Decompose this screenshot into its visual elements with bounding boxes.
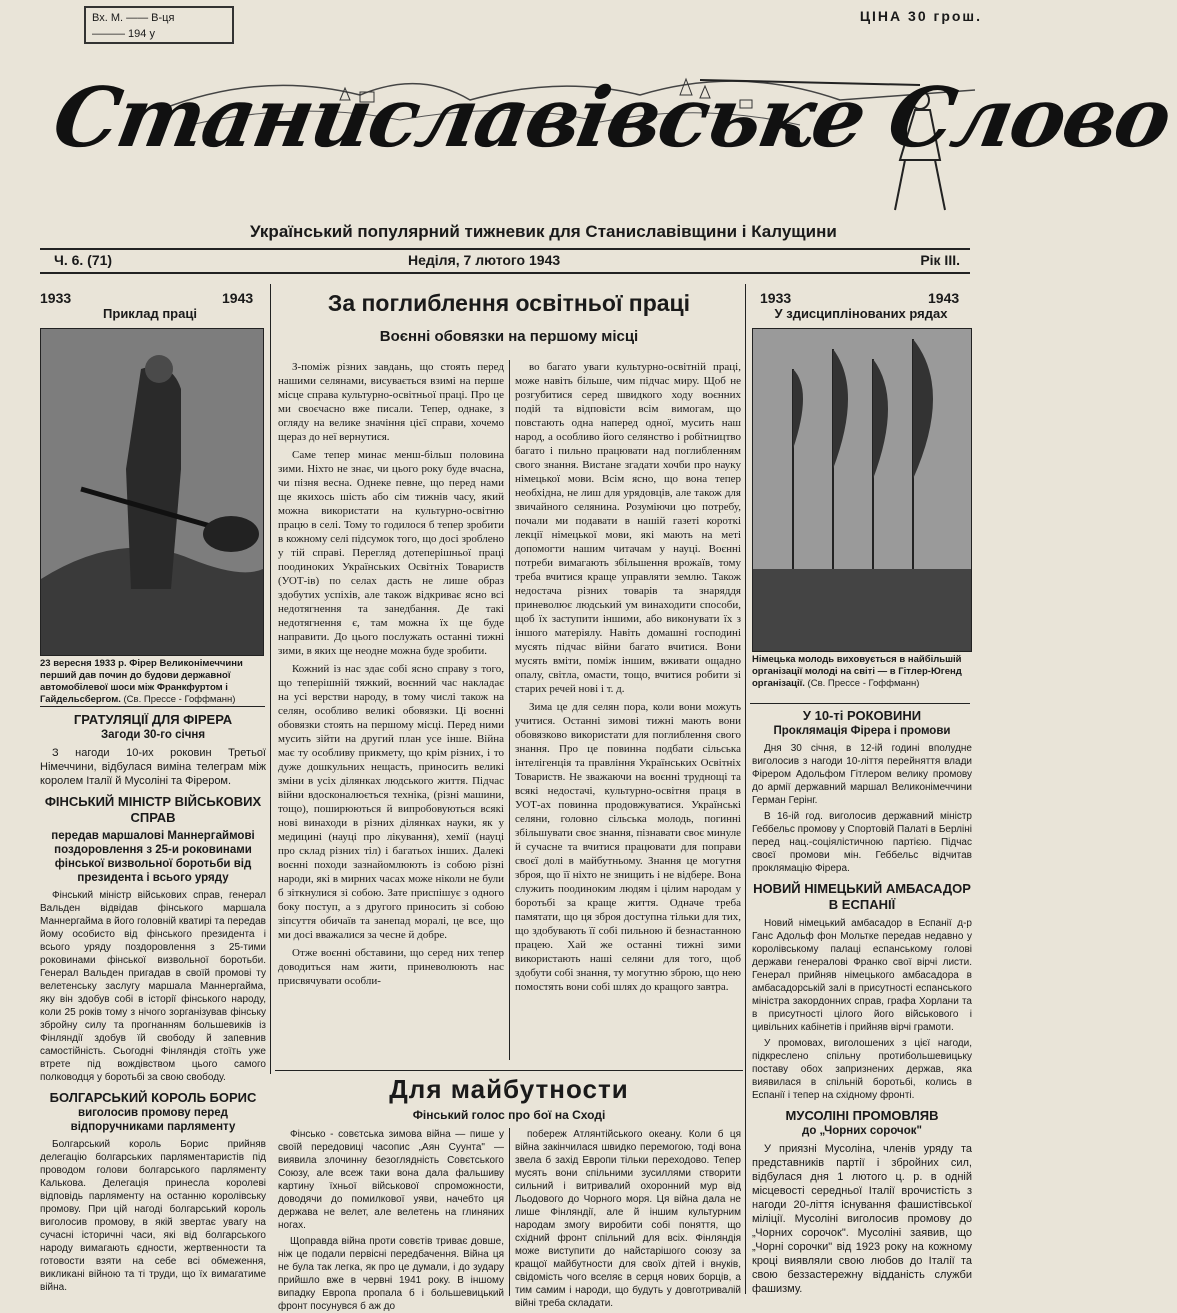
paragraph: У промовах, виголошених з цієї нагоди, підкреслено спільну протибольшевицьку поставу обох запризнених держав, яка виявилася в спільній боротьбі, колись в Еспанії і тепер на східному фронті. xyxy=(752,1038,972,1101)
price: ЦІНА 30 грош. xyxy=(859,8,982,24)
youth-flags-photo xyxy=(752,328,972,652)
left-photo-caption xyxy=(40,658,262,706)
left-photo-kicker: Приклад праці xyxy=(103,306,197,321)
issue-year: Рік III. xyxy=(920,252,960,268)
paragraph: У приязні Мусоліна, членів уряду та представників партії і збройних сил, відбулася дня 1 лютого ц. р. в одній місцевості середньої Італії врочистість з нагоди 20-ліття існування фашистівської міліції. Мусоліні виголосив промову до „Чорних сорочок". Мусоліні заявив, що „Чорні сорочки" від 1923 року на кожному кроці виявляли свою любов до Італії та свою беззастережну відданість служби фашизму. xyxy=(752,1143,972,1295)
paragraph: Саме тепер минає менш-більш половина зими. Ніхто не знає, чи цього року буде вчасна, чи пізня весна. Однеке певне, що перед нами ще якихось шість або сім тижнів часу, який можна використати на культурно-освітню працю в селі. Тому то годилося б тепер зробити в кожному селі підсумок того, що досі зроблено у тій справі. Перегляд дотеперішньої праці поодиноких Українських Освітніх Товариств (УОТ-ів) по селах дасть не лише образ здобутих успіхів, але також відкриває ясно всі недотягнення та занедбання. Де такі недотягнення є, там можна їх ще буде направити. До цього послужать останні тижні зими, в яких ще неодне можна буде зробити. xyxy=(278,449,504,657)
news-body xyxy=(40,1138,266,1294)
right-photo-caption-text: Німецька молодь виховується в найбільшій організації молоді на світі — в Гітлер-Югенд організації. xyxy=(752,654,962,689)
section-divider xyxy=(750,703,970,704)
news-subtitle: до „Чорних сорочок" xyxy=(802,1125,922,1137)
right-photo-year-end: 1943 xyxy=(928,290,960,306)
stamp-line-1: Вх. М. —— В-ця xyxy=(92,12,175,24)
paragraph: Отже воєнні обставини, що серед них тепер доводиться нам жити, приневолюють нас присвячувати особли- xyxy=(278,947,504,987)
news-item-mussolini xyxy=(752,1108,972,1296)
paragraph: во багато уваги культурно-освітній праці, може навіть більше, чим підчас миру. Щоб не розгубитися серед швидкого ходу воєнних подій та відповісти всім вимогам, що повстають одна наперед одної, мусить наш народ, а особливо його селянство і робітництво багато і пильно працювати над поглибленням свого знання. Вистане згадати хочби про науку німецької мови. Всім ясно, що вона тепер необхідна, не лиш для урядовців, але також для звичайного селянина. Розуміючи цю потребу, почали ми подавати в нашій газеті короткі лекції німецької мови, які мають на меті допомогти нашим читачам у науці. Воєнні потреби вимагають збільшення врожаїв, тому треба вчитися краще управляти землю. Також недостача різних товарів та знаряддя приневолює людський ум винаходити способи, щоб їх заступити іншими, або виконувати їх з іншого матеріялу. Навіть домашні господині мусять підчас війни багато вчитися. Вони мусять вміти, поміж іншим, вживати ощадно опалу, світла, омасти, тощо, вчитися робити зі старих речей нові і т. д. xyxy=(515,361,741,695)
main-headline: За поглиблення освітньої праці xyxy=(327,290,691,316)
news-item-ambassador-spain xyxy=(752,881,972,1102)
news-title: БОЛГАРСЬКИЙ КОРОЛЬ БОРИС xyxy=(49,1090,257,1105)
paragraph: Болгарський король Борис прийняв делегацію болгарських парляментаристів під проводом голови болгарського парляменту Калькова. Делегація принесла королеві відповідь парляменту на останню королівську промову. При цій нагоді болгарський король виголосив промову, в якій звертає увагу на сучасні історичні часи, які від болгарського народу вимагають єдности, жертвенности та готовости взяти на себе всі обмеження, викликані війною та ті труди, що їх вимагатиме війна. xyxy=(40,1139,266,1293)
paragraph: Зима це для селян пора, коли вони можуть учитися. Останні зимові тижні мають вони обовязково використати для поглиблення свого знання. Про це повинна подбати сільська інтелігенція та правління Українських Освітніх Товариств. Не зважаючи на воєнні труднощі та всякі недостачі, культурно-освітня праця в УОТ-ах повинна продовжуватися. Українські селяни, головно сільська молодь, погинні збільшувати своє знання, пізнавати своє минуле й сучасне та вчитися працювати для поправи своєї долі в майбутньому. Знання це могутня зброя, що її ніхто не знищить і не відбере. Вона служить поодиноким людям і цілим народам у боротьбі за краще життя. Одначе треба памятати, що ця зброя доступна тільки для тих, що здобувають її собі пильною й безнастанною працею. Хай же останні тижні зими використають наші селяни для того, щоб здобути собі знання, ту могутню зброю, що нею помостять вони собі шлях до кращого завтра. xyxy=(515,701,742,993)
news-body xyxy=(40,889,266,1084)
right-photo-caption xyxy=(752,654,970,690)
paragraph: Фінський міністр військових справ, генерал Вальден відвідав фінського маршала Маннергайма в його головній кватирі та передав йому особисто від фінського президента і всього уряду поздоровлення з 25-тими роковинами фінської визвольної боротьби. Генерал Вальден пригадав в своїй промові ту велетенську заслугу маршала Маннергайма, яку він здобув собі в історії фінського народу, коли 25 років тому з нічого зорганізував фінську збройну силу та прогнанням большевиків із Фінляндії здобув їй свободу й запевнив самостійність. Сьогодні Фінляндія стоїть уже втрете під вождівством цього самого полководця у боротьбі за свою свободу. xyxy=(40,890,266,1083)
paragraph: Кожний із нас здає собі ясно справу з того, що теперішній тяжкий, воєнний час накладає на усі верстви народу, в тому числі також на селян, особливо великі обовязки. Ці воєнні обовязки стоять на першому місці. Перед ними мусить зійти на другий план усе інше. Війна має ту особливу прикмету, що крім різних, і то дуже дошкульних нещасть, приносить великі зміни в усіх ділянках людського життя. Підчас війни вдосконалюється техніка, (різні машини, тощо), поширюються й випробовуються всякі нові винаходи в різних ділянках науки, як у медицині (науці про лікування), хемії (науці про склад різних тіл) і багатьох інших. Далекі воєнні походи зазнайомлюють із собою різні народи, які в мирних часах може ніколи не були б зіткнулися зі собою. Зате приспішує з одного боку поступ, а з другого приносить зі собою зіпсуття обичаїв та занепад моралі, це все, що ми досі вважалися за чесне й добре. xyxy=(278,663,504,941)
paragraph: побереж Атлянтійського океану. Коли б ця війна закінчилася швидко перемогою, тоді вона звела б захід Европи тільки переходово. Тепер мусять вони спільними зусиллями створити сильний і витривалий охоронний мур від Льодового до Чорного моря. Ця війна дала не лише Фінляндії, але й іншим культурним народам змогу виробити собі поняття, що східний фронт спільний для всіх. Фінляндія може виступити до найстарішого союзу за кращої майбутности для своїх дітей і внуків, свідомість чого вселяє в серця нових борців, а тим самим і народи, що будуть у довготривалій війні треба складати. xyxy=(515,1129,741,1309)
right-photo-year-start: 1933 xyxy=(760,290,792,306)
left-photo-year-end: 1943 xyxy=(222,290,254,306)
bottom-subhead: Фінський голос про бої на Сході xyxy=(412,1108,606,1122)
news-item-bulgarian-king xyxy=(40,1090,266,1294)
paragraph: Дня 30 січня, в 12-ій годині вполудне виголосив з нагоди 10-ліття перейняття влади Фірером Адольфом Гітлером велику промову до армії державний маршал Великонімеччини Герман Герінг. xyxy=(752,743,972,806)
main-article-column-2 xyxy=(515,360,741,1060)
left-photo-year-start: 1933 xyxy=(40,290,72,306)
news-title: У 10-ті РОКОВИНИ xyxy=(802,708,922,723)
news-item-gratulations xyxy=(40,712,266,788)
receipt-stamp xyxy=(84,6,234,44)
newspaper-subtitle: Український популярний тижневик для Станиславівщини і Калущини xyxy=(250,222,837,241)
news-item-finnish-minister xyxy=(40,794,266,1084)
bottom-headline: Для майбутности xyxy=(389,1074,629,1104)
column-rule xyxy=(745,284,746,1294)
left-photo-credit: (Св. Прессе - Гоффманн) xyxy=(123,694,236,705)
news-subtitle: Загоди 30-го січня xyxy=(100,729,206,741)
news-item-10th-anniversary xyxy=(752,708,972,875)
issue-date: Неділя, 7 лютого 1943 xyxy=(408,252,561,268)
news-subtitle: передав маршалові Маннергаймові поздоровлення з 25-и роковинами фінської визвольної боротьби від президента і всього уряду xyxy=(51,830,255,884)
stamp-line-2: ——— 194 у xyxy=(92,28,155,40)
news-title: МУСОЛІНІ ПРОМОВЛЯВ xyxy=(785,1108,939,1123)
paragraph: З-поміж різних завдань, що стоять перед нашими селянами, висувається взимі на перше місце справа культурно-освітньої праці. Про це ми своєчасно вже писали. Тепер, однаке, з огляду на велике значіння цієї справи, хочемо щераз до неї вернутися. xyxy=(278,361,504,443)
left-news-column xyxy=(40,712,266,1302)
section-divider xyxy=(40,706,265,707)
right-photo-kicker: У здисциплінованих рядах xyxy=(774,306,948,321)
news-title: ГРАТУЛЯЦІЇ ДЛЯ ФІРЕРА xyxy=(73,712,233,727)
right-photo-credit: (Св. Прессе - Гоффманн) xyxy=(807,678,920,689)
news-subtitle: Проклямація Фірера і промови xyxy=(773,725,951,737)
news-body xyxy=(752,742,972,875)
paragraph: Новий німецький амбасадор в Еспанії д-р Ганс Адольф фон Мольтке передав недавно у королівському палаці еспанському голові держави генералові Франко свої вірчі листи. Генерал прийняв німецького амбасадора в амбасадорській залі в присутності еспанського міністра закордонних справ, графа Хорлани та в присутності цілого його військового і цивільних кабінетів і прийняв вірчі грамоти. xyxy=(752,918,972,1033)
paragraph: Щоправда війна проти совєтів триває довше, ніж це подали первісні передбачення. Війна ця не була так легка, як про це думали, і до зудару прийшло вже в червні 1941 року. В іншому випадку Европа пропала б і большевицький фронт посунувся б аж до xyxy=(278,1236,504,1312)
paragraph: В 16-ій год. виголосив державний міністр Геббельс промову у Спортовій Палаті в Берліні перед нац.-соціялістичною партією. Підчас своєї промови мін. Геббельс відчитав проклямацію Фірера. xyxy=(752,811,972,874)
main-subhead: Воєнні обовязки на першому місці xyxy=(379,328,639,345)
newspaper-title: Станиславівське Слово xyxy=(46,70,1177,166)
bottom-article-column-1 xyxy=(278,1128,504,1312)
paragraph: Фінсько - совєтська зимова війна — пише у своїй передовиці часопис „Аян Суунта" — виявила злочинну безоглядність Совєтського Союзу, але всеж таки вона дала фальшиву картину їхньої військової спроможности, доводячи до помилкової уяви, начебто ця держава не велет, але велетень на глиняних ногах. xyxy=(278,1129,504,1231)
bottom-article-column-2 xyxy=(515,1128,741,1309)
paragraph: З нагоди 10-их роковин Третьої Німеччини, відбулася виміна телеграм між королем Італії й Мусоліні та Фірером. xyxy=(40,747,266,787)
column-rule xyxy=(509,360,510,1060)
issue-info-bar xyxy=(40,248,970,274)
right-news-column xyxy=(752,708,972,1303)
news-title: НОВИЙ НІМЕЦЬКИЙ АМБАСАДОР В ЕСПАНІЇ xyxy=(753,881,971,912)
news-body xyxy=(752,917,972,1102)
main-article-column-1 xyxy=(278,360,504,1060)
issue-number: Ч. 6. (71) xyxy=(54,252,113,268)
left-photo-caption-text: 23 вересня 1933 р. Фірер Великонімеччини перший дав почин до будови державної автомобілевої шоси між Франкфуртом і Гайдельсбергом. xyxy=(40,658,243,705)
news-subtitle: виголосив промову перед відпоручниками парляменту xyxy=(70,1107,236,1133)
news-title: ФІНСЬКИЙ МІНІСТР ВІЙСЬКОВИХ СПРАВ xyxy=(44,794,262,825)
hitler-construction-photo xyxy=(40,328,264,656)
section-divider xyxy=(275,1070,743,1071)
news-body xyxy=(752,1142,972,1296)
news-body xyxy=(40,746,266,788)
column-rule xyxy=(509,1128,510,1296)
column-rule xyxy=(270,284,271,1074)
